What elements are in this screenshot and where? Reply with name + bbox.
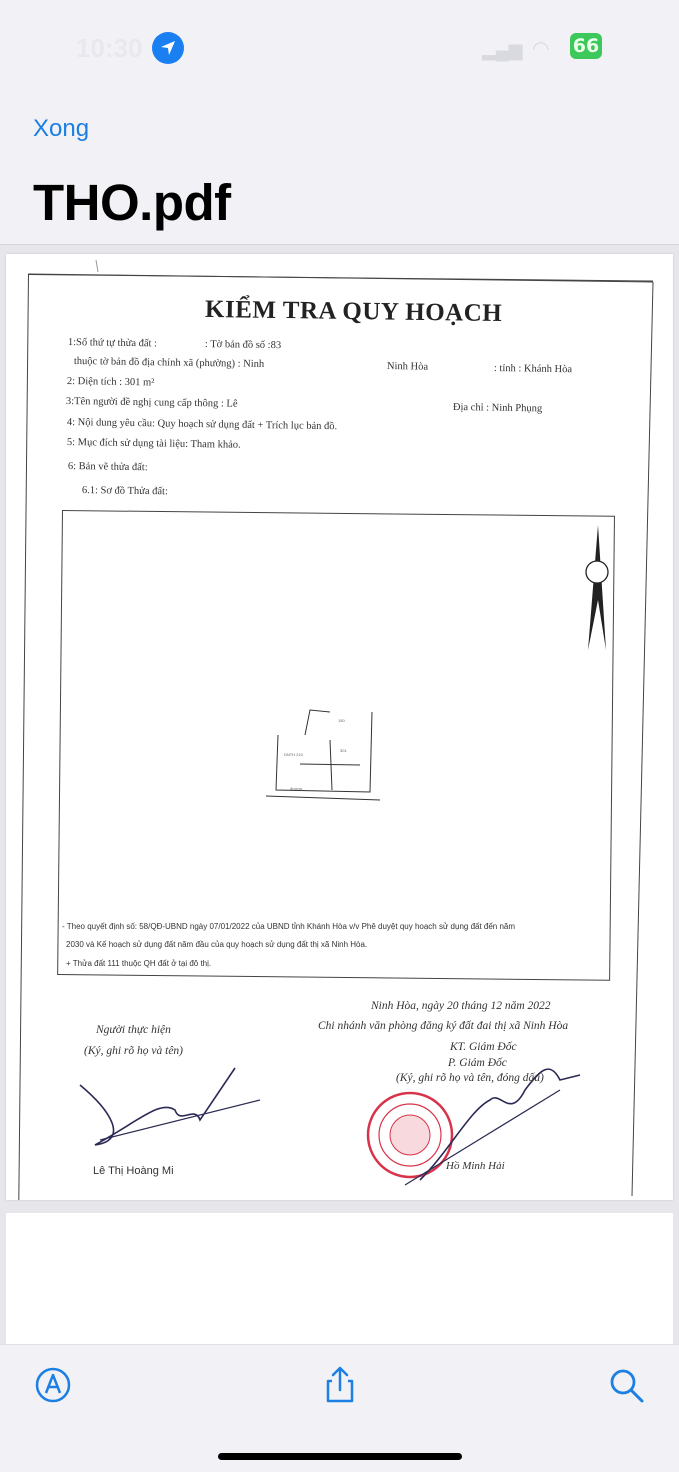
pdf-page-2: [6, 1213, 673, 1353]
pgd-line: P. Giám Đốc: [448, 1057, 507, 1069]
sign-note-left: (Ký, ghi rõ họ và tên): [84, 1045, 184, 1057]
map-note-1: - Theo quyết định số: 58/QĐ-UBND ngày 07/01/2022 của UBND tỉnh Khánh Hòa v/v Phê duyệt quy hoạch sử dụng đất đến năm: [62, 922, 516, 931]
share-icon: [318, 1363, 362, 1407]
markup-icon: [31, 1363, 75, 1407]
form-line-8: 6.1: Sơ đồ Thửa đất:: [81, 485, 169, 498]
performer-label: Người thực hiện: [96, 1024, 171, 1036]
svg-text:DNTH 210: DNTH 210: [284, 752, 303, 757]
form-line-5: 4: Nội dung yêu cầu: Quy hoạch sử dụng đất + Trích lục bản đồ.: [66, 417, 338, 433]
svg-text:đường: đường: [290, 786, 302, 791]
performer-name: Lê Thị Hoàng Mi: [93, 1165, 174, 1177]
form-line-1b: : Tờ bản đồ số :83: [204, 339, 282, 352]
map-note-3: + Thửa đất 111 thuộc QH đất ở tại đô thị.: [66, 959, 212, 968]
kt-line: KT. Giám Đốc: [450, 1041, 517, 1053]
sign-note-right: (Ký, ghi rõ họ và tên, đóng dấu): [396, 1072, 544, 1084]
markup-button[interactable]: [31, 1363, 75, 1407]
document-heading: KIỂM TRA QUY HOẠCH: [204, 295, 503, 328]
page-title: THO.pdf: [33, 174, 231, 231]
home-indicator: [218, 1453, 462, 1460]
director-name: Hồ Minh Hải: [446, 1160, 505, 1172]
form-line-2: thuộc tờ bản đồ địa chính xã (phường) : Ninh: [73, 356, 265, 370]
battery-indicator: 66: [570, 33, 602, 59]
form-line-2c: : tỉnh : Khánh Hòa: [493, 363, 573, 376]
status-bar: [0, 0, 679, 95]
date-line: Ninh Hòa, ngày 20 tháng 12 năm 2022: [371, 1000, 551, 1012]
share-button[interactable]: [318, 1363, 362, 1407]
form-line-4b: Địa chỉ : Ninh Phụng: [452, 402, 543, 415]
search-button[interactable]: [604, 1363, 648, 1407]
status-time: 10:30: [76, 33, 143, 63]
signal-icon: ▂▄▆: [482, 40, 523, 60]
wifi-icon: ◠: [532, 38, 550, 60]
office-line: Chi nhánh văn phòng đăng ký đất đai thị xã Ninh Hòa: [318, 1020, 569, 1032]
svg-text:150: 150: [338, 718, 345, 723]
form-line-2b: Ninh Hòa: [386, 361, 429, 373]
search-icon: [604, 1363, 648, 1407]
map-note-2: 2030 và Kế hoạch sử dụng đất năm đầu của quy hoạch sử dụng đất thị xã Ninh Hòa.: [66, 940, 368, 949]
form-line-3: 2: Diện tích : 301 m²: [66, 376, 155, 389]
parcel-map: [57, 510, 615, 981]
form-line-4: 3:Tên người đề nghị cung cấp thông : Lê: [65, 396, 238, 410]
svg-text:301: 301: [340, 748, 347, 753]
form-line-6: 5: Mục đích sử dụng tài liệu: Tham khảo.: [66, 437, 241, 451]
form-line-1: 1:Số thứ tự thửa đất :: [67, 337, 158, 350]
location-arrow-icon: [152, 32, 184, 64]
form-line-7: 6: Bản vẽ thửa đất:: [67, 461, 148, 474]
done-button[interactable]: Xong: [33, 115, 90, 142]
